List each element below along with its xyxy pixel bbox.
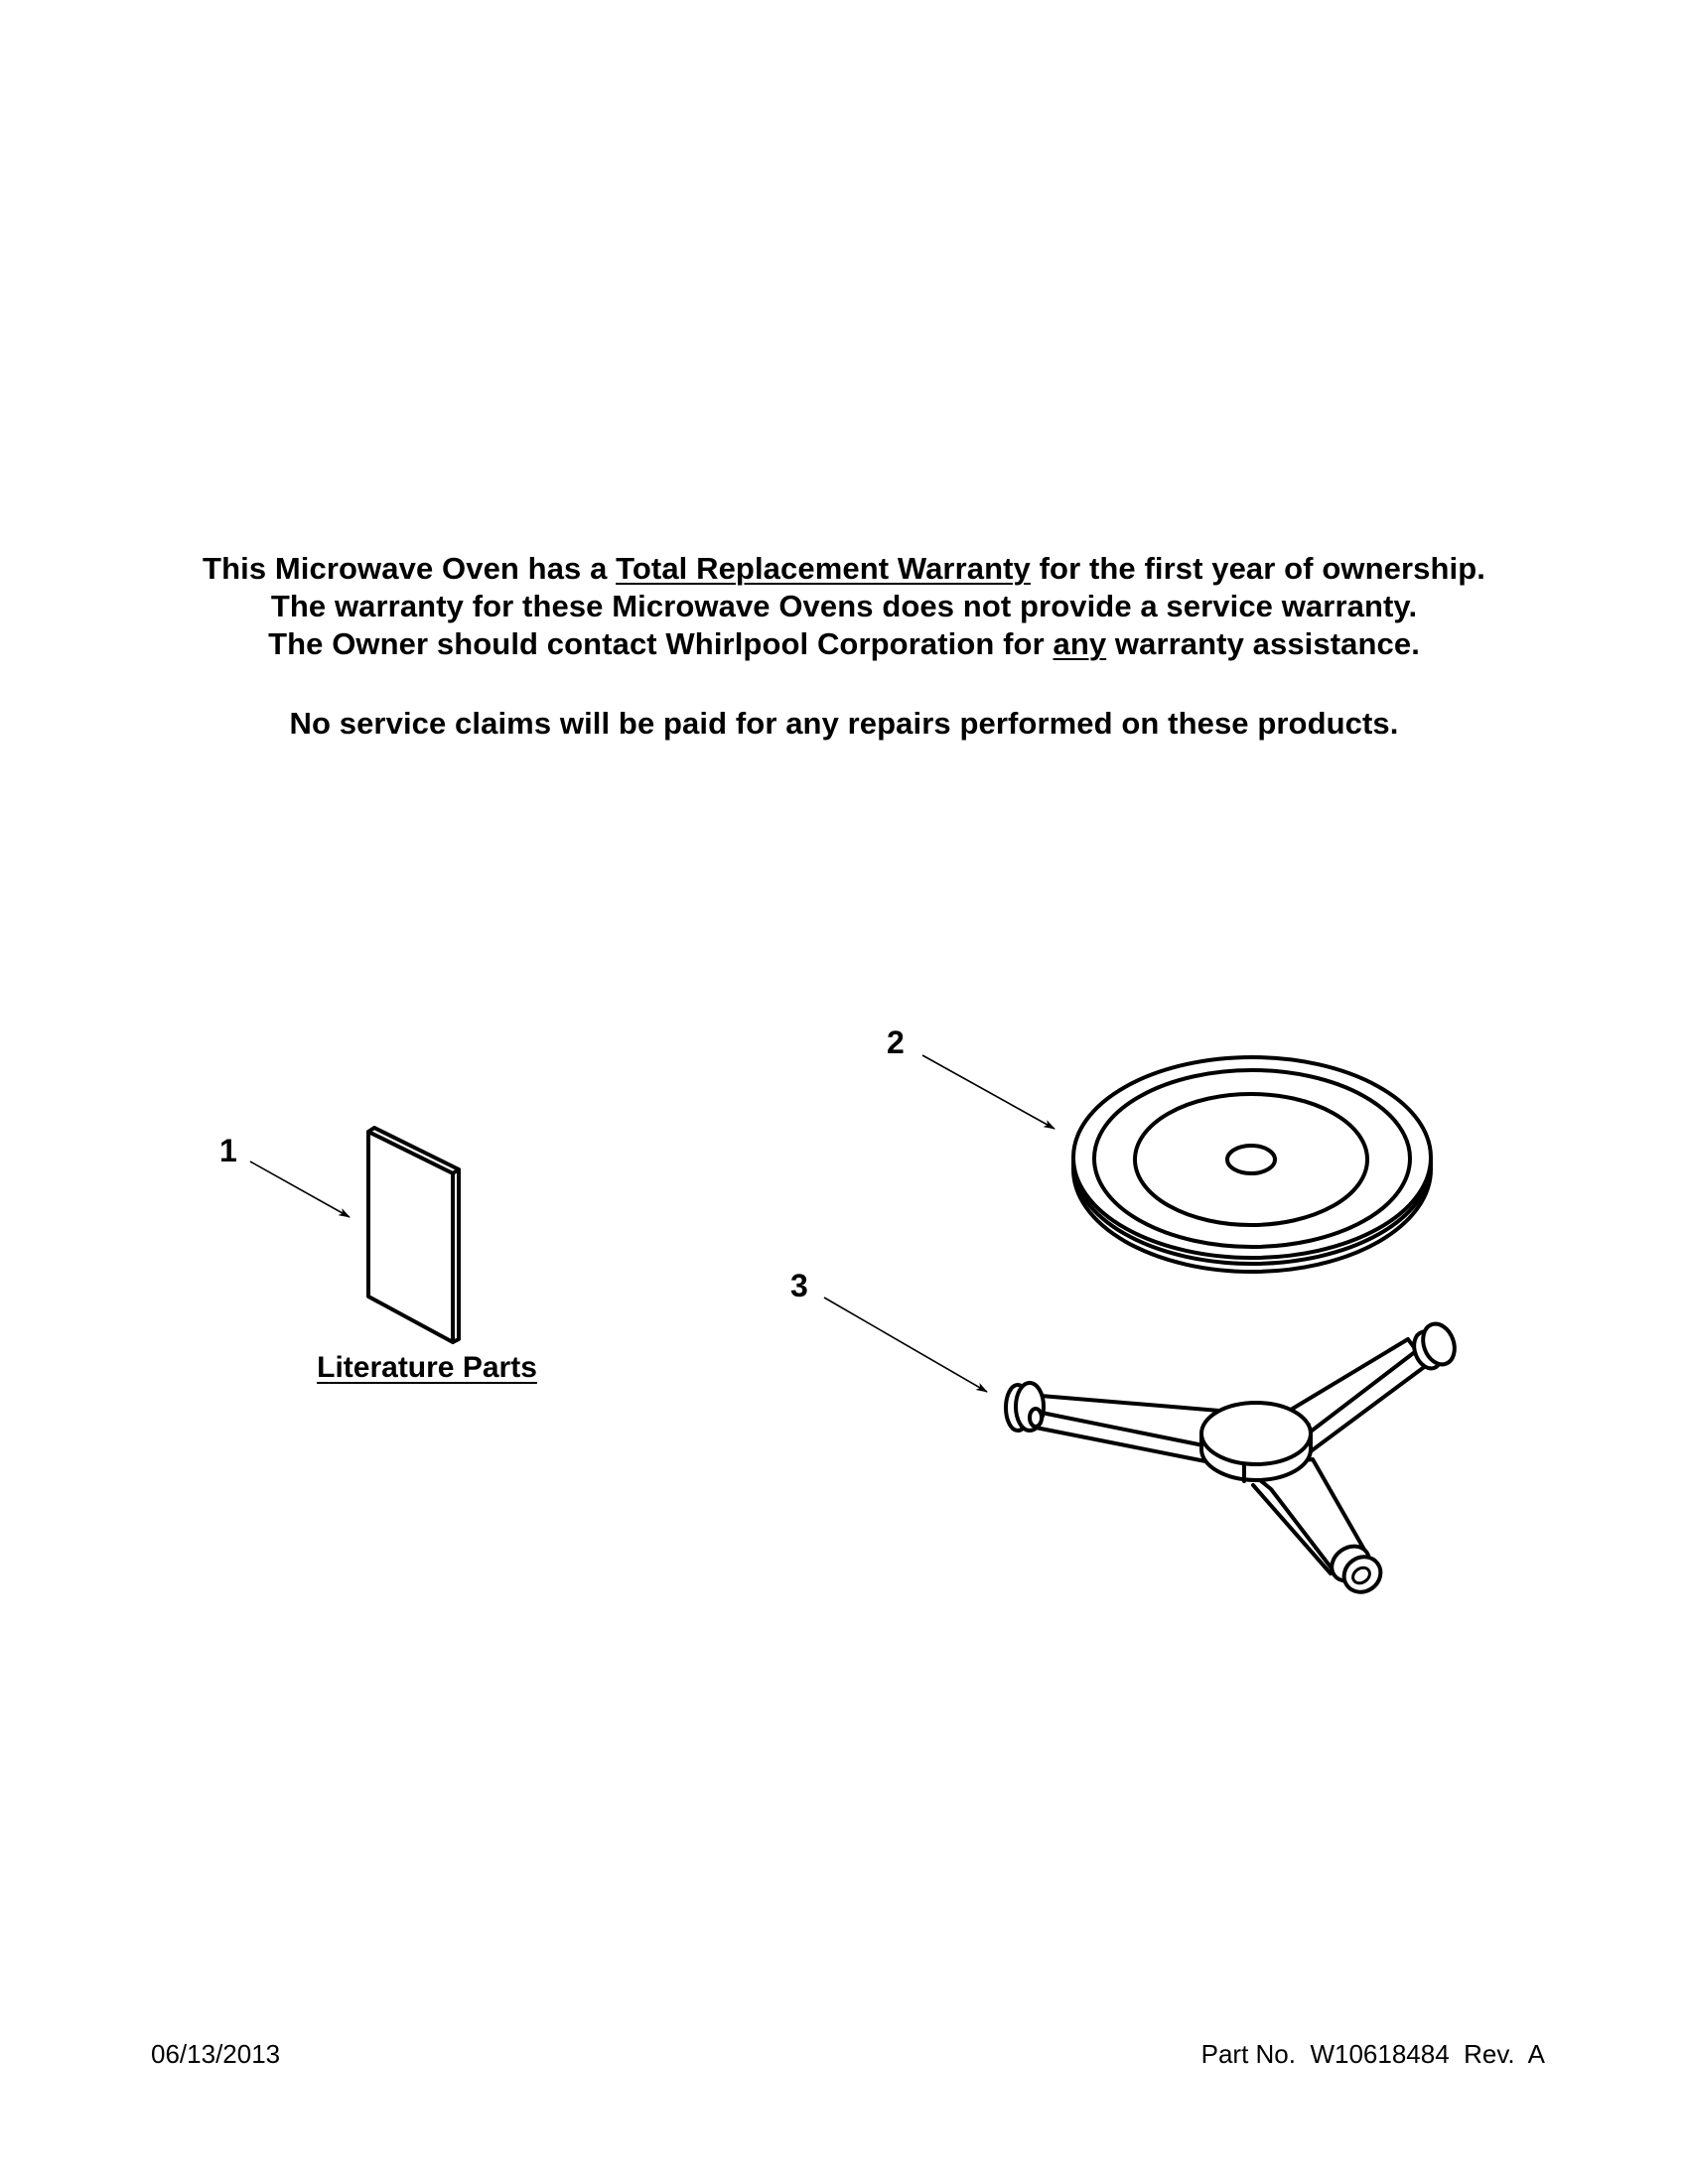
service-claims-notice: No service claims will be paid for any repairs performed on these products. xyxy=(289,706,1399,741)
callout-number-2: 2 xyxy=(887,1024,905,1060)
callout-1-leader-arrow xyxy=(250,1161,350,1217)
literature-booklet-icon xyxy=(250,1128,459,1342)
total-replacement-warranty-emphasis: Total Replacement Warranty xyxy=(616,551,1031,586)
callout-3-leader-arrow xyxy=(824,1297,987,1392)
literature-parts-label: Literature Parts xyxy=(317,1351,537,1384)
notice-text: warranty assistance. xyxy=(1106,626,1420,661)
notice-text: for the first year of ownership. xyxy=(1030,551,1485,586)
notice-text: The Owner should contact Whirlpool Corporation for xyxy=(268,626,1054,661)
turntable-tray-icon xyxy=(922,1055,1431,1272)
callout-number-3: 3 xyxy=(790,1268,808,1303)
part-number-revision: Part No. W10618484 Rev. A xyxy=(1200,2039,1545,2069)
notice-text: This Microwave Oven has a xyxy=(203,551,617,586)
roller-support-icon xyxy=(824,1297,1460,1599)
any-emphasis: any xyxy=(1053,626,1107,661)
callout-2-leader-arrow xyxy=(922,1055,1055,1129)
callout-number-1: 1 xyxy=(219,1133,237,1168)
document-date: 06/13/2013 xyxy=(151,2039,281,2069)
warranty-notice-line-2: The warranty for these Microwave Ovens does not provide a service warranty. xyxy=(270,589,1418,623)
